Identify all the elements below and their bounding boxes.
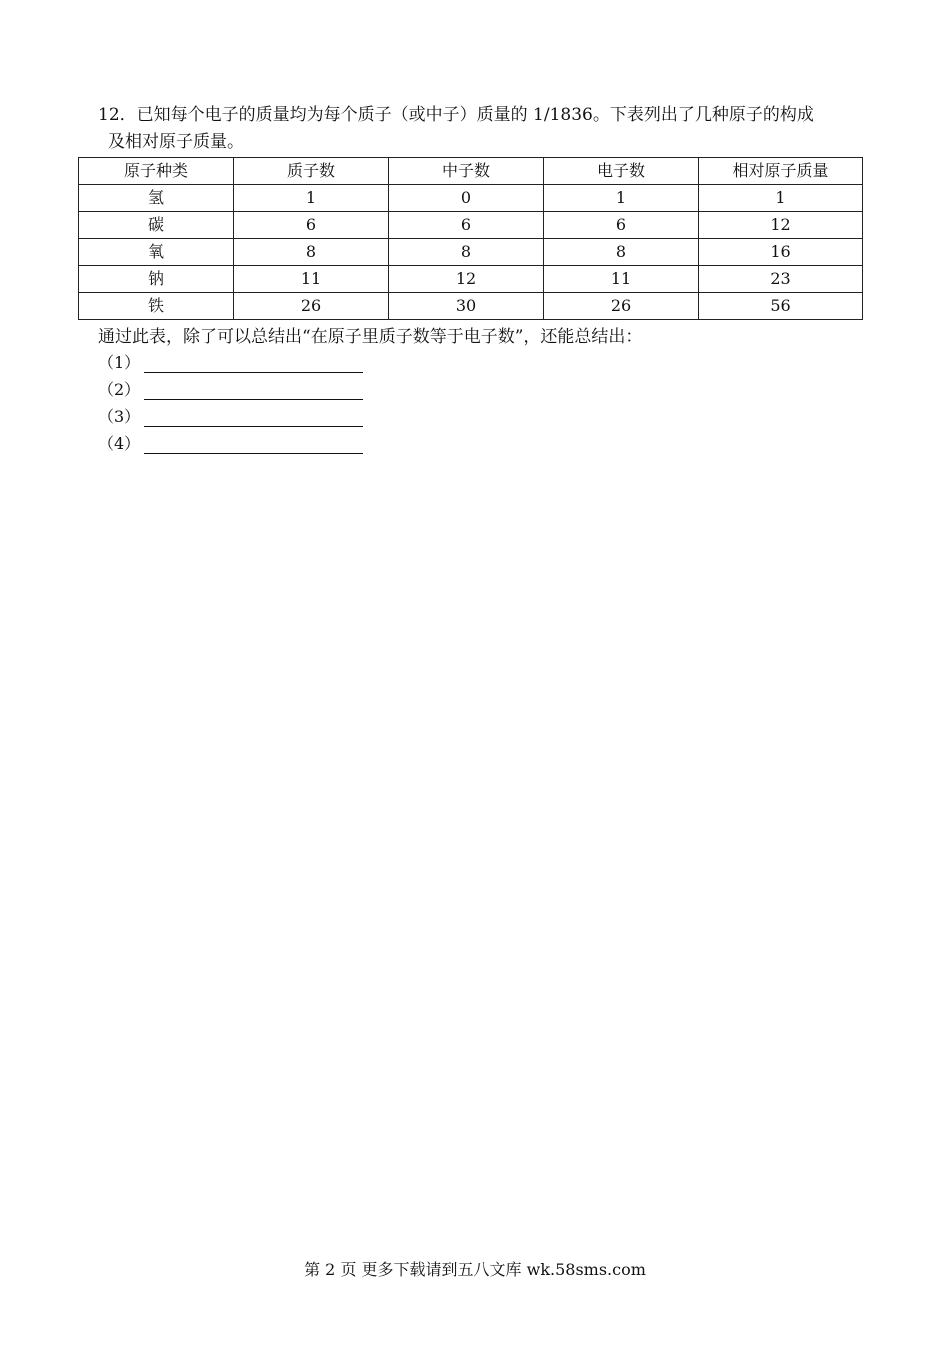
header-atom-type: 原子种类	[79, 158, 234, 185]
answer-item	[98, 406, 144, 428]
cell-relative-atomic-mass: 1	[699, 185, 863, 212]
cell-electron-count: 8	[544, 239, 699, 266]
cell-neutron-count: 30	[389, 293, 544, 320]
answer-item	[98, 379, 144, 401]
cell-atom-type: 铁	[79, 293, 234, 320]
cell-neutron-count: 0	[389, 185, 544, 212]
header-electron-count: 电子数	[544, 158, 699, 185]
cell-electron-count: 11	[544, 266, 699, 293]
cell-neutron-count: 12	[389, 266, 544, 293]
answer-blank-line[interactable]	[144, 399, 363, 400]
cell-proton-count: 26	[234, 293, 389, 320]
table-row	[79, 239, 863, 266]
cell-atom-type: 钠	[79, 266, 234, 293]
cell-proton-count: 6	[234, 212, 389, 239]
header-neutron-count: 中子数	[389, 158, 544, 185]
cell-relative-atomic-mass: 56	[699, 293, 863, 320]
table-row	[79, 212, 863, 239]
answer-blank-line[interactable]	[144, 372, 363, 373]
answer-number: （1）	[98, 353, 141, 372]
table-header-row	[79, 158, 863, 185]
table-row	[79, 266, 863, 293]
summary-prompt: 通过此表，除了可以总结出“在原子里质子数等于电子数”，还能总结出：	[98, 327, 643, 347]
cell-proton-count: 11	[234, 266, 389, 293]
cell-proton-count: 8	[234, 239, 389, 266]
cell-atom-type: 氢	[79, 185, 234, 212]
answer-blank-line[interactable]	[144, 453, 363, 454]
table-row	[79, 293, 863, 320]
page-footer: 第 2 页 更多下载请到五八文库 wk.58sms.com	[304, 1260, 646, 1279]
cell-neutron-count: 6	[389, 212, 544, 239]
header-proton-count: 质子数	[234, 158, 389, 185]
cell-atom-type: 碳	[79, 212, 234, 239]
answer-item	[98, 352, 144, 374]
cell-relative-atomic-mass: 12	[699, 212, 863, 239]
cell-electron-count: 26	[544, 293, 699, 320]
answer-number: （2）	[98, 380, 141, 399]
question-text-line-2: 及相对原子质量。	[108, 132, 244, 152]
header-relative-atomic-mass: 相对原子质量	[699, 158, 863, 185]
answer-item	[98, 433, 144, 455]
cell-electron-count: 6	[544, 212, 699, 239]
cell-neutron-count: 8	[389, 239, 544, 266]
cell-atom-type: 氧	[79, 239, 234, 266]
cell-relative-atomic-mass: 16	[699, 239, 863, 266]
answer-blank-line[interactable]	[144, 426, 363, 427]
cell-relative-atomic-mass: 23	[699, 266, 863, 293]
answer-number: （4）	[98, 434, 141, 453]
atom-composition-table	[78, 157, 863, 320]
cell-proton-count: 1	[234, 185, 389, 212]
table-row	[79, 185, 863, 212]
cell-electron-count: 1	[544, 185, 699, 212]
answer-number: （3）	[98, 407, 141, 426]
question-text-line-1: 12．已知每个电子的质量均为每个质子（或中子）质量的 1/1836。下表列出了几种原子的构成	[98, 105, 814, 125]
